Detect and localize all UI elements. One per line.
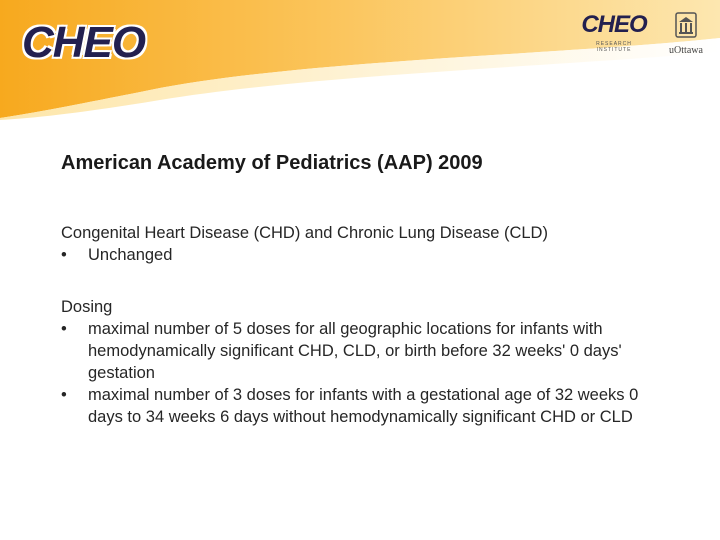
section2-bullet-1-text: maximal number of 5 doses for all geographic locations for infants with hemodynamically significant CHD, CLD, or birth before 32 weeks' 0 days' gestation (88, 320, 622, 382)
cheo-research-logo (578, 12, 650, 53)
section1-bullet (61, 244, 671, 266)
bullet-dot: • (61, 386, 67, 404)
bullet-dot: • (61, 246, 67, 264)
section2-bullet-2 (61, 384, 671, 428)
section1-heading: Congenital Heart Disease (CHD) and Chronic Lung Disease (CLD) (61, 224, 548, 242)
cheo-main-logo: CHEO (22, 18, 146, 67)
uottawa-crest-icon (675, 12, 697, 38)
section2-bullet-1 (61, 318, 671, 384)
uottawa-name: uOttawa (669, 45, 703, 56)
section2-bullet-2-text: maximal number of 3 doses for infants with a gestational age of 32 weeks 0 days to 34 weeks 6 days without hemodynamically significant CHD or CLD (88, 386, 639, 426)
bullet-dot: • (61, 320, 67, 338)
uottawa-logo (662, 12, 710, 56)
section1-bullet-text: Unchanged (88, 246, 173, 264)
cheo-research-logo-subtitle: RESEARCH INSTITUTE (596, 41, 632, 53)
section2-heading: Dosing (61, 298, 113, 316)
slide-body (61, 222, 671, 428)
slide-title: American Academy of Pediatrics (AAP) 2009 (61, 152, 483, 174)
cheo-research-logo-word: CHEO (581, 11, 647, 38)
